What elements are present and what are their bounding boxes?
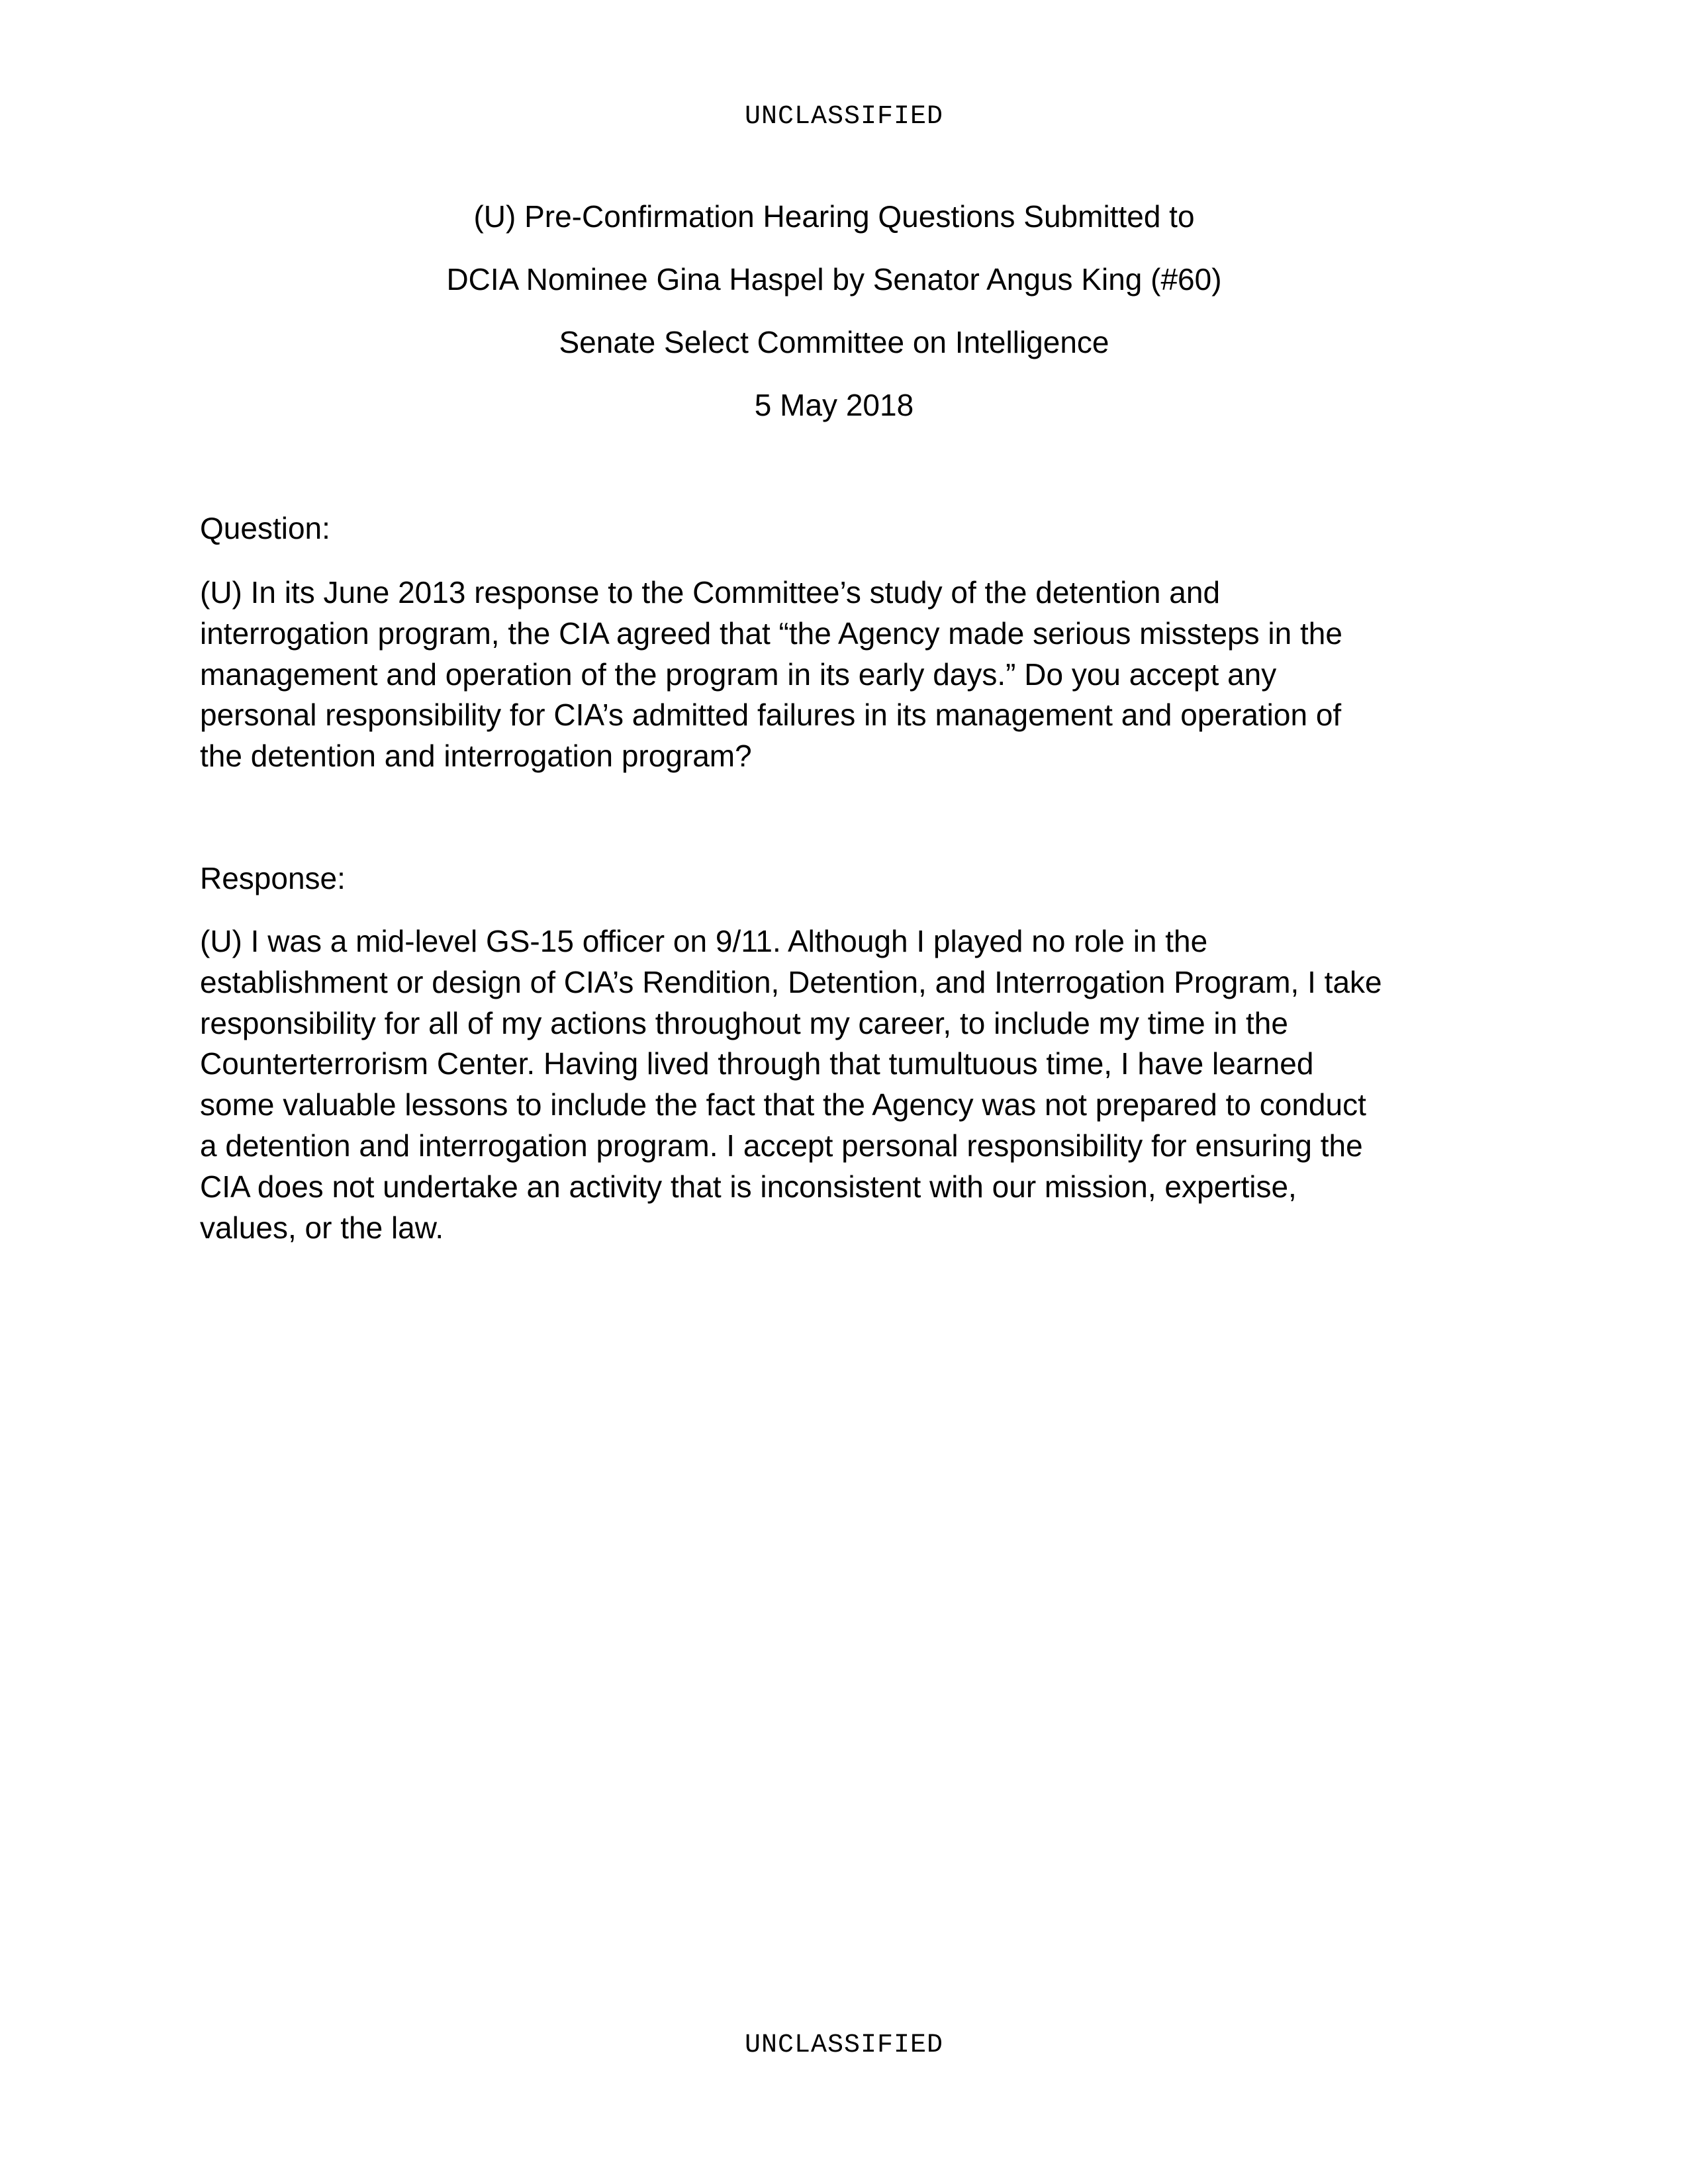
response-line: responsibility for all of my actions throughout my career, to include my time in the [200,1005,1288,1040]
response-line: a detention and interrogation program. I accept personal responsibility for ensuring the [200,1128,1363,1163]
response-line: establishment or design of CIA’s Rendition, Detention, and Interrogation Program, I take [200,964,1382,999]
document-title [0,185,1668,437]
question-line: management and operation of the program in its early days.” Do you accept any [200,657,1277,692]
question-line: (U) In its June 2013 response to the Committee’s study of the detention and [200,575,1221,610]
classification-footer: UNCLASSIFIED [744,2030,944,2060]
classification-header: UNCLASSIFIED [744,102,944,132]
response-label: Response: [200,861,346,895]
response-line: values, or the law. [200,1210,444,1245]
response-line: (U) I was a mid-level GS-15 officer on 9/11. Although I played no role in the [200,924,1208,958]
question-line: interrogation program, the CIA agreed that “the Agency made serious missteps in the [200,615,1342,651]
question-text [200,572,1342,777]
title-date: 5 May 2018 [754,388,914,422]
title-line: (U) Pre-Confirmation Hearing Questions Submitted to [473,199,1195,234]
title-line: DCIA Nominee Gina Haspel by Senator Angus King (#60) [446,262,1222,296]
response-line: some valuable lessons to include the fact that the Agency was not prepared to conduct [200,1087,1366,1122]
title-line: Senate Select Committee on Intelligence [559,325,1109,359]
question-label: Question: [200,511,330,545]
response-line: Counterterrorism Center. Having lived through that tumultuous time, I have learned [200,1046,1314,1081]
question-line: personal responsibility for CIA’s admitted failures in its management and operation of [200,698,1342,733]
question-line: the detention and interrogation program? [200,739,752,774]
response-text [200,921,1382,1248]
response-line: CIA does not undertake an activity that is inconsistent with our mission, expertise, [200,1169,1297,1204]
